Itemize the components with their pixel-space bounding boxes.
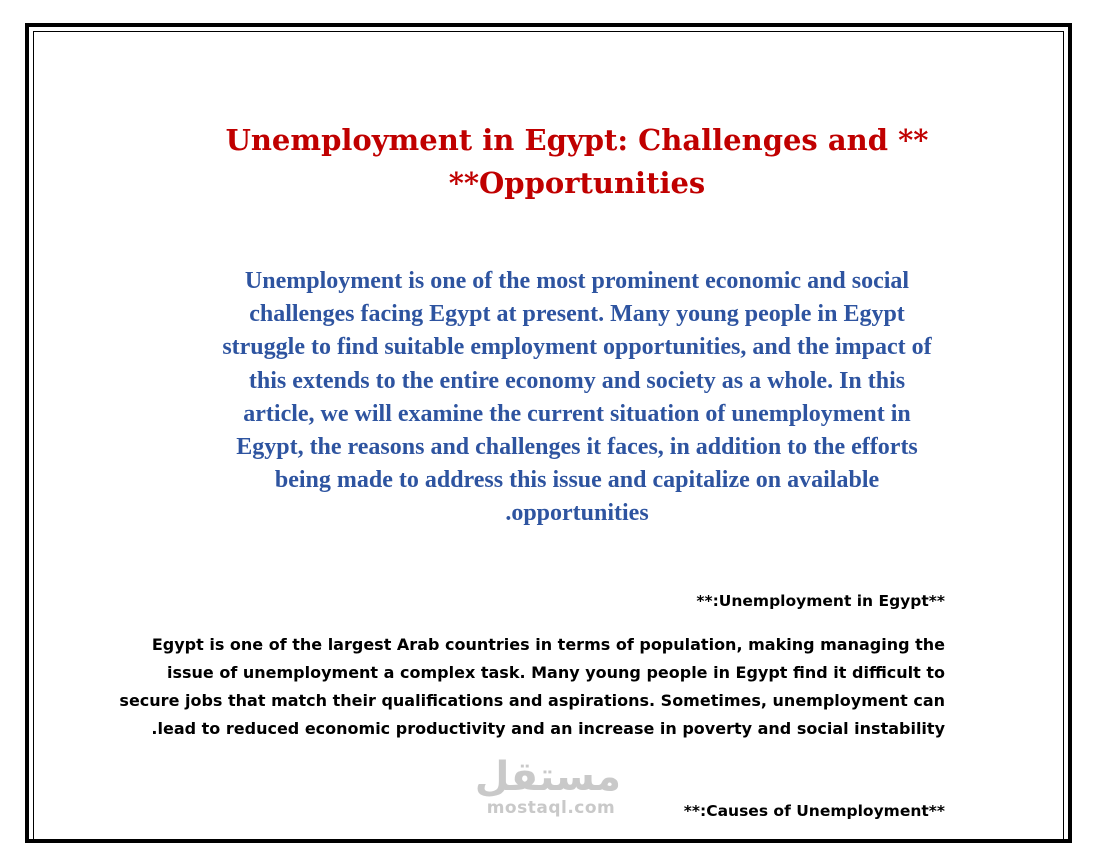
document-page [25, 23, 1072, 843]
section-heading-unemployment-in-egypt: **:Unemployment in Egypt** [696, 592, 945, 610]
intro-line: being made to address this issue and capitalize on available [274, 467, 880, 494]
intro-line: .opportunities [505, 500, 649, 527]
title-line-1: Unemployment in Egypt: Challenges and ** [225, 123, 929, 157]
intro-line: this extends to the entire economy and society as a whole. In this [248, 367, 906, 394]
title-line-2: **Opportunities [448, 166, 706, 200]
section-heading-causes-of-unemployment: **:Causes of Unemployment** [683, 802, 945, 820]
intro-paragraph [139, 265, 1015, 531]
intro-line: struggle to find suitable employment opportunities, and the impact of [222, 334, 932, 361]
paragraph-line: issue of unemployment a complex task. Many young people in Egypt find it difficult to [166, 663, 945, 682]
paragraph-line: secure jobs that match their qualifications and aspirations. Sometimes, unemployment can [119, 691, 945, 710]
intro-line: Unemployment is one of the most prominent economic and social [244, 268, 910, 294]
section-paragraph [65, 631, 945, 743]
mostaql-watermark [474, 754, 621, 818]
document-title [179, 119, 975, 205]
intro-line: challenges facing Egypt at present. Many young people in Egypt [249, 301, 905, 328]
watermark-latin-text: mostaql.com [486, 798, 616, 818]
intro-line: article, we will examine the current situation of unemployment in [243, 400, 911, 427]
paragraph-line: Egypt is one of the largest Arab countries in terms of population, making managing the [151, 635, 945, 654]
watermark-arabic-logo: مستقل [474, 754, 621, 800]
intro-line: Egypt, the reasons and challenges it faces, in addition to the efforts [236, 434, 918, 461]
paragraph-line: .lead to reduced economic productivity and an increase in poverty and social instability [151, 719, 945, 738]
